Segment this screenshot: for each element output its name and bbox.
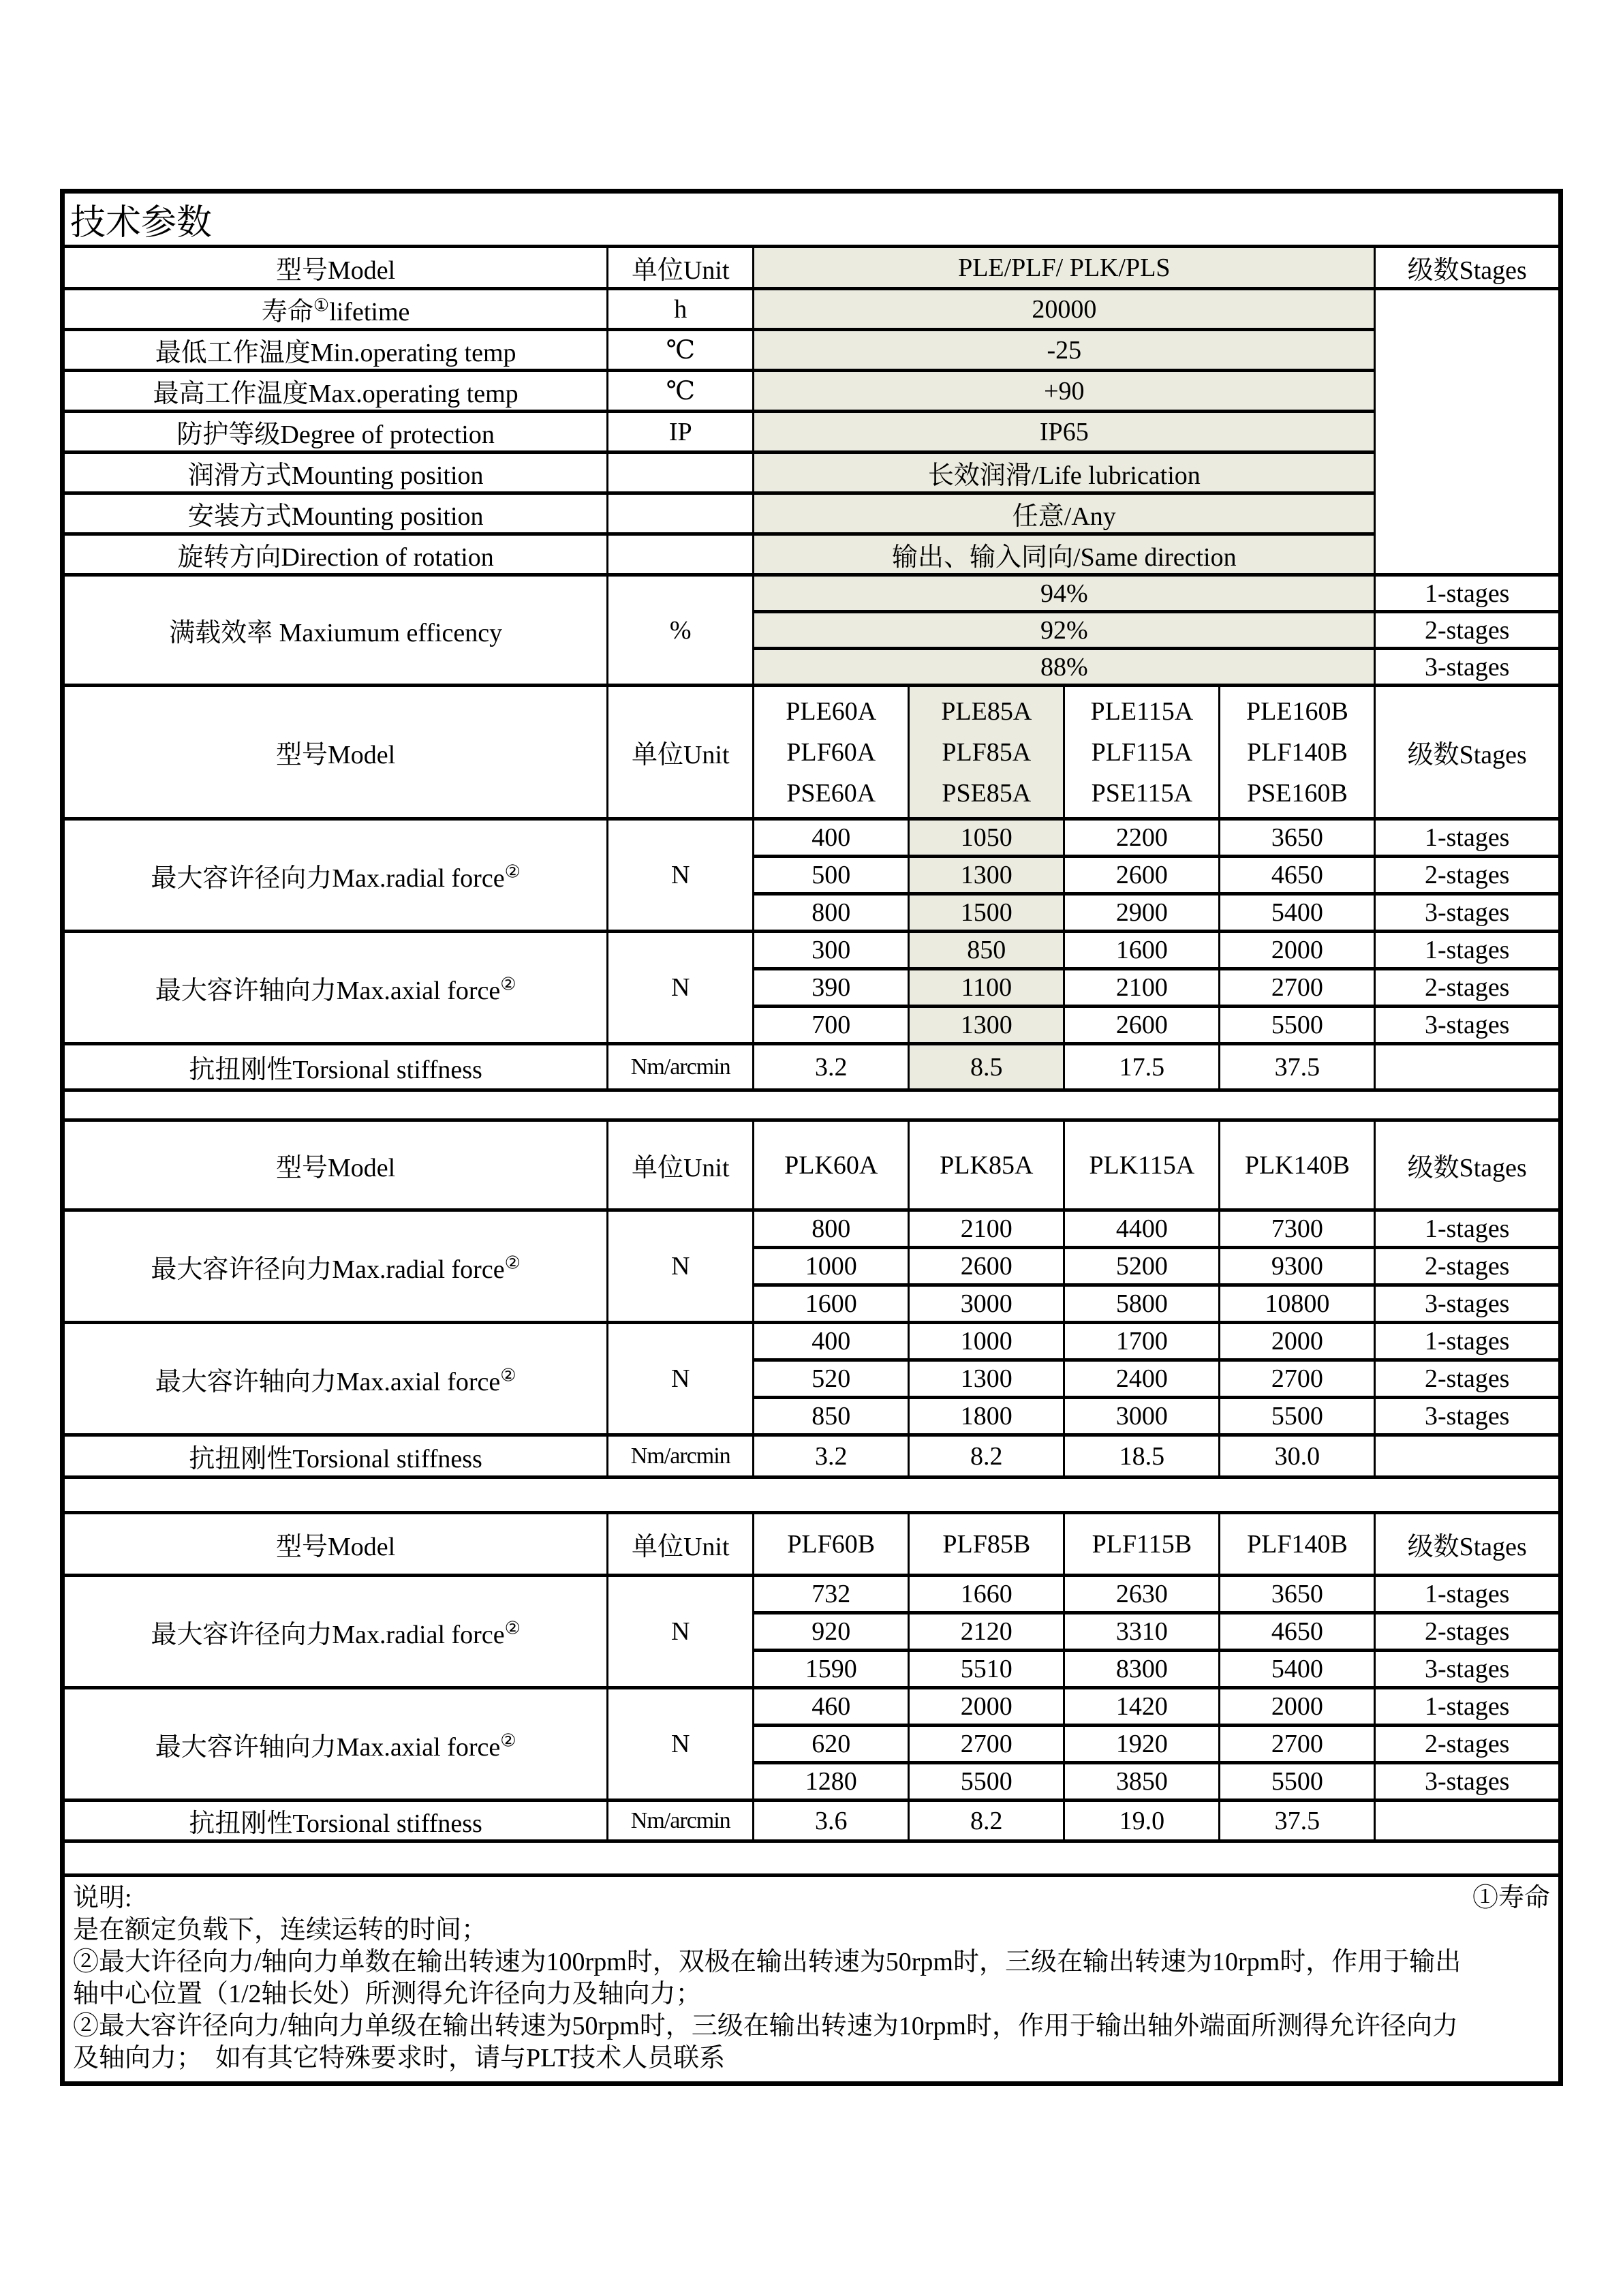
table1-model-col3 — [1064, 686, 1220, 819]
table2-axial-unit: N — [608, 1323, 754, 1435]
model-name: PLF60B — [754, 1513, 909, 1576]
value-cell: 37.5 — [1220, 1801, 1375, 1841]
table3-stiffness-label: 抗扭刚性Torsional stiffness — [63, 1801, 608, 1841]
model-name: PLF140B — [1220, 1513, 1375, 1576]
value-cell: 1000 — [909, 1323, 1064, 1360]
value-cell: 2600 — [909, 1248, 1064, 1285]
rotation-unit — [608, 534, 754, 575]
efficiency-value-1stage: 94% — [754, 575, 1375, 612]
radial-label-en: Max.radial force — [332, 1620, 505, 1649]
value-cell: 2000 — [1220, 1688, 1375, 1726]
radial-label-en: Max.radial force — [332, 1255, 505, 1284]
stage-label: 1-stages — [1375, 575, 1561, 612]
stage-label: 3-stages — [1375, 649, 1561, 686]
value-cell: 3310 — [1064, 1613, 1220, 1651]
note2-superscript: ② — [504, 861, 521, 881]
stage-label: 3-stages — [1375, 1651, 1561, 1688]
efficiency-unit: % — [608, 575, 754, 686]
rotation-label: 旋转方向Direction of rotation — [63, 534, 608, 575]
value-cell: 3000 — [909, 1285, 1064, 1323]
header-stages: 级数Stages — [1375, 247, 1561, 289]
spacer-row — [63, 1090, 1561, 1120]
table3-radial-label — [63, 1576, 608, 1688]
protection-unit: IP — [608, 412, 754, 453]
value-cell: 5500 — [1220, 1398, 1375, 1435]
lifetime-value: 20000 — [754, 289, 1375, 330]
value-cell: 800 — [754, 894, 909, 932]
table1-axial-label — [63, 932, 608, 1044]
radial-label-en: Max.radial force — [332, 863, 505, 893]
value-cell: 8.2 — [909, 1801, 1064, 1841]
value-cell: 9300 — [1220, 1248, 1375, 1285]
table3-axial-unit: N — [608, 1688, 754, 1801]
model-name: PLF60A — [786, 737, 876, 767]
value-cell: 3.2 — [754, 1435, 909, 1478]
model-name: PLF115B — [1064, 1513, 1220, 1576]
table2-header-stages: 级数Stages — [1375, 1120, 1561, 1210]
table1-radial-unit: N — [608, 819, 754, 932]
value-cell: 1660 — [909, 1576, 1064, 1613]
value-cell: 1700 — [1064, 1323, 1220, 1360]
table3-stiffness-unit: Nm/arcmin — [608, 1801, 754, 1841]
mounting-value: 任意/Any — [754, 493, 1375, 534]
model-name: PLK140B — [1220, 1120, 1375, 1210]
value-cell: 8.5 — [909, 1044, 1064, 1090]
stages-empty-cell — [1375, 289, 1561, 575]
note1-superscript: ① — [313, 295, 330, 316]
table2-header-unit: 单位Unit — [608, 1120, 754, 1210]
note-line: ②最大容许径向力/轴向力单级在输出转速为50rpm时，三级在输出转速为10rpm时，作用于输出轴外端面所测得允许径向力 — [73, 2012, 1458, 2040]
stage-label: 1-stages — [1375, 819, 1561, 857]
spacer-row — [63, 1841, 1561, 1876]
value-cell: 5500 — [909, 1763, 1064, 1801]
table1-model-col4 — [1220, 686, 1375, 819]
model-name: PLE85A — [941, 697, 1032, 726]
value-cell: 1590 — [754, 1651, 909, 1688]
axial-label-zh: 最大容许轴向力 — [155, 1732, 337, 1762]
stage-label: 2-stages — [1375, 857, 1561, 894]
value-cell: 37.5 — [1220, 1044, 1375, 1090]
value-cell: 5400 — [1220, 1651, 1375, 1688]
table1-radial-label — [63, 819, 608, 932]
header-model: 型号Model — [63, 247, 608, 289]
stage-empty-cell — [1375, 1044, 1561, 1090]
rotation-value: 输出、输入同向/Same direction — [754, 534, 1375, 575]
efficiency-label: 满载效率 Maxiumum efficency — [63, 575, 608, 686]
value-cell: 2000 — [1220, 1323, 1375, 1360]
lubrication-value: 长效润滑/Life lubrication — [754, 453, 1375, 493]
model-name: PLK60A — [754, 1120, 909, 1210]
lubrication-unit — [608, 453, 754, 493]
stage-label: 1-stages — [1375, 1323, 1561, 1360]
stage-label: 2-stages — [1375, 1360, 1561, 1398]
value-cell: 920 — [754, 1613, 909, 1651]
value-cell: 1300 — [909, 1360, 1064, 1398]
max-temp-value: +90 — [754, 371, 1375, 412]
radial-label-zh: 最大容许径向力 — [151, 1620, 333, 1649]
stage-label: 2-stages — [1375, 1613, 1561, 1651]
stage-label: 2-stages — [1375, 1248, 1561, 1285]
note2-superscript: ② — [504, 1617, 521, 1638]
value-cell: 1280 — [754, 1763, 909, 1801]
table1-header-stages: 级数Stages — [1375, 686, 1561, 819]
efficiency-value-3stage: 88% — [754, 649, 1375, 686]
axial-label-en: Max.axial force — [336, 1367, 501, 1396]
table2-stiffness-unit: Nm/arcmin — [608, 1435, 754, 1478]
efficiency-value-2stage: 92% — [754, 612, 1375, 649]
value-cell: 5800 — [1064, 1285, 1220, 1323]
min-temp-value: -25 — [754, 330, 1375, 371]
value-cell: 390 — [754, 969, 909, 1007]
table2-axial-label — [63, 1323, 608, 1435]
page-title: 技术参数 — [63, 192, 1561, 247]
value-cell: 1100 — [909, 969, 1064, 1007]
model-name: PSE160B — [1246, 778, 1348, 808]
stage-label: 1-stages — [1375, 932, 1561, 969]
table1-model-col1 — [754, 686, 909, 819]
value-cell: 1600 — [1064, 932, 1220, 969]
value-cell: 300 — [754, 932, 909, 969]
value-cell: 620 — [754, 1726, 909, 1763]
notes-heading: 说明: — [73, 1884, 132, 1912]
stage-label: 2-stages — [1375, 612, 1561, 649]
table2-header-model: 型号Model — [63, 1120, 608, 1210]
model-name: PSE115A — [1091, 778, 1193, 808]
model-name: PLK115A — [1064, 1120, 1220, 1210]
value-cell: 8300 — [1064, 1651, 1220, 1688]
value-cell: 700 — [754, 1007, 909, 1044]
model-name: PLE60A — [786, 697, 877, 726]
table1-header-model: 型号Model — [63, 686, 608, 819]
model-name: PLK85A — [909, 1120, 1064, 1210]
note-line: 是在额定负载下，连续运转的时间； — [73, 1916, 488, 1944]
value-cell: 1500 — [909, 894, 1064, 932]
lifetime-label-en: lifetime — [329, 298, 410, 326]
lubrication-label: 润滑方式Mounting position — [63, 453, 608, 493]
value-cell: 4650 — [1220, 857, 1375, 894]
value-cell: 3000 — [1064, 1398, 1220, 1435]
axial-label-zh: 最大容许轴向力 — [155, 976, 337, 1005]
model-name: PLF140B — [1246, 737, 1348, 767]
value-cell: 17.5 — [1064, 1044, 1220, 1090]
value-cell: 1420 — [1064, 1688, 1220, 1726]
note2-superscript: ② — [504, 1252, 521, 1272]
value-cell: 5400 — [1220, 894, 1375, 932]
table2-stiffness-label: 抗扭刚性Torsional stiffness — [63, 1435, 608, 1478]
table3-header-stages: 级数Stages — [1375, 1513, 1561, 1576]
stage-label: 3-stages — [1375, 894, 1561, 932]
model-name: PLF115A — [1091, 737, 1193, 767]
value-cell: 4400 — [1064, 1210, 1220, 1248]
model-name: PSE60A — [786, 778, 876, 808]
stage-label: 3-stages — [1375, 1285, 1561, 1323]
stage-empty-cell — [1375, 1435, 1561, 1478]
value-cell: 3.6 — [754, 1801, 909, 1841]
value-cell: 4650 — [1220, 1613, 1375, 1651]
table1-axial-unit: N — [608, 932, 754, 1044]
value-cell: 2100 — [1064, 969, 1220, 1007]
value-cell: 2700 — [909, 1726, 1064, 1763]
stage-label: 1-stages — [1375, 1576, 1561, 1613]
header-unit: 单位Unit — [608, 247, 754, 289]
value-cell: 2200 — [1064, 819, 1220, 857]
value-cell: 7300 — [1220, 1210, 1375, 1248]
value-cell: 5500 — [1220, 1763, 1375, 1801]
model-name: PLE115A — [1090, 697, 1194, 726]
value-cell: 1920 — [1064, 1726, 1220, 1763]
value-cell: 732 — [754, 1576, 909, 1613]
note2-superscript: ② — [500, 1364, 516, 1385]
stage-empty-cell — [1375, 1801, 1561, 1841]
stage-label: 1-stages — [1375, 1210, 1561, 1248]
value-cell: 2100 — [909, 1210, 1064, 1248]
value-cell: 2000 — [909, 1688, 1064, 1726]
axial-label-en: Max.axial force — [336, 976, 501, 1005]
note-line: ②最大许径向力/轴向力单数在输出转速为100rpm时，双极在输出转速为50rpm时，三级在输出转速为10rpm时，作用于输出 — [73, 1948, 1462, 1976]
value-cell: 5510 — [909, 1651, 1064, 1688]
table3-radial-unit: N — [608, 1576, 754, 1688]
value-cell: 5500 — [1220, 1007, 1375, 1044]
value-cell: 2400 — [1064, 1360, 1220, 1398]
value-cell: 2700 — [1220, 1360, 1375, 1398]
lifetime-label — [63, 289, 608, 330]
protection-value: IP65 — [754, 412, 1375, 453]
value-cell: 3850 — [1064, 1763, 1220, 1801]
protection-label: 防护等级Degree of protection — [63, 412, 608, 453]
notes-section — [63, 1876, 1561, 2084]
axial-label-en: Max.axial force — [336, 1732, 501, 1762]
notes-right-label: ①寿命 — [1472, 1884, 1550, 1912]
table3-axial-label — [63, 1688, 608, 1801]
note-line: 轴中心位置（1/2轴长处）所测得允许径向力及轴向力； — [73, 1980, 702, 2008]
model-name: PSE85A — [942, 778, 1032, 808]
value-cell: 1300 — [909, 1007, 1064, 1044]
value-cell: 850 — [754, 1398, 909, 1435]
radial-label-zh: 最大容许径向力 — [151, 863, 333, 893]
value-cell: 2700 — [1220, 1726, 1375, 1763]
model-name: PLF85A — [942, 737, 1032, 767]
value-cell: 2600 — [1064, 1007, 1220, 1044]
min-temp-unit: ℃ — [608, 330, 754, 371]
value-cell: 19.0 — [1064, 1801, 1220, 1841]
value-cell: 3650 — [1220, 819, 1375, 857]
spec-sheet — [60, 189, 1563, 2086]
value-cell: 3.2 — [754, 1044, 909, 1090]
value-cell: 18.5 — [1064, 1435, 1220, 1478]
spacer-row — [63, 1478, 1561, 1513]
mounting-label: 安装方式Mounting position — [63, 493, 608, 534]
value-cell: 8.2 — [909, 1435, 1064, 1478]
value-cell: 1600 — [754, 1285, 909, 1323]
note2-superscript: ② — [500, 1730, 516, 1750]
table1-model-col2 — [909, 686, 1064, 819]
table3-header-model: 型号Model — [63, 1513, 608, 1576]
value-cell: 850 — [909, 932, 1064, 969]
value-cell: 400 — [754, 819, 909, 857]
note-line: 及轴向力； 如有其它特殊要求时，请与PLT技术人员联系 — [73, 2044, 726, 2072]
header-series: PLE/PLF/ PLK/PLS — [754, 247, 1375, 289]
value-cell: 2700 — [1220, 969, 1375, 1007]
value-cell: 460 — [754, 1688, 909, 1726]
stage-label: 1-stages — [1375, 1688, 1561, 1726]
lifetime-unit: h — [608, 289, 754, 330]
value-cell: 30.0 — [1220, 1435, 1375, 1478]
value-cell: 800 — [754, 1210, 909, 1248]
value-cell: 1000 — [754, 1248, 909, 1285]
min-temp-label: 最低工作温度Min.operating temp — [63, 330, 608, 371]
model-name: PLE160B — [1246, 697, 1348, 726]
value-cell: 2630 — [1064, 1576, 1220, 1613]
stage-label: 3-stages — [1375, 1763, 1561, 1801]
stage-label: 3-stages — [1375, 1398, 1561, 1435]
value-cell: 2120 — [909, 1613, 1064, 1651]
value-cell: 10800 — [1220, 1285, 1375, 1323]
value-cell: 1800 — [909, 1398, 1064, 1435]
radial-label-zh: 最大容许径向力 — [151, 1255, 333, 1284]
lifetime-label-zh: 寿命 — [261, 298, 313, 326]
stage-label: 2-stages — [1375, 1726, 1561, 1763]
table2-radial-unit: N — [608, 1210, 754, 1323]
value-cell: 3650 — [1220, 1576, 1375, 1613]
table1-stiffness-unit: Nm/arcmin — [608, 1044, 754, 1090]
value-cell: 1050 — [909, 819, 1064, 857]
max-temp-unit: ℃ — [608, 371, 754, 412]
value-cell: 500 — [754, 857, 909, 894]
value-cell: 400 — [754, 1323, 909, 1360]
note2-superscript: ② — [500, 973, 516, 994]
mounting-unit — [608, 493, 754, 534]
max-temp-label: 最高工作温度Max.operating temp — [63, 371, 608, 412]
table3-header-unit: 单位Unit — [608, 1513, 754, 1576]
axial-label-zh: 最大容许轴向力 — [155, 1367, 337, 1396]
stage-label: 2-stages — [1375, 969, 1561, 1007]
notes-header-line — [73, 1882, 1550, 1914]
value-cell: 2600 — [1064, 857, 1220, 894]
table2-radial-label — [63, 1210, 608, 1323]
table1-header-unit: 单位Unit — [608, 686, 754, 819]
value-cell: 1300 — [909, 857, 1064, 894]
value-cell: 2000 — [1220, 932, 1375, 969]
table1-stiffness-label: 抗扭刚性Torsional stiffness — [63, 1044, 608, 1090]
technical-parameters-table — [60, 189, 1563, 2086]
value-cell: 2900 — [1064, 894, 1220, 932]
value-cell: 5200 — [1064, 1248, 1220, 1285]
model-name: PLF85B — [909, 1513, 1064, 1576]
stage-label: 3-stages — [1375, 1007, 1561, 1044]
value-cell: 520 — [754, 1360, 909, 1398]
